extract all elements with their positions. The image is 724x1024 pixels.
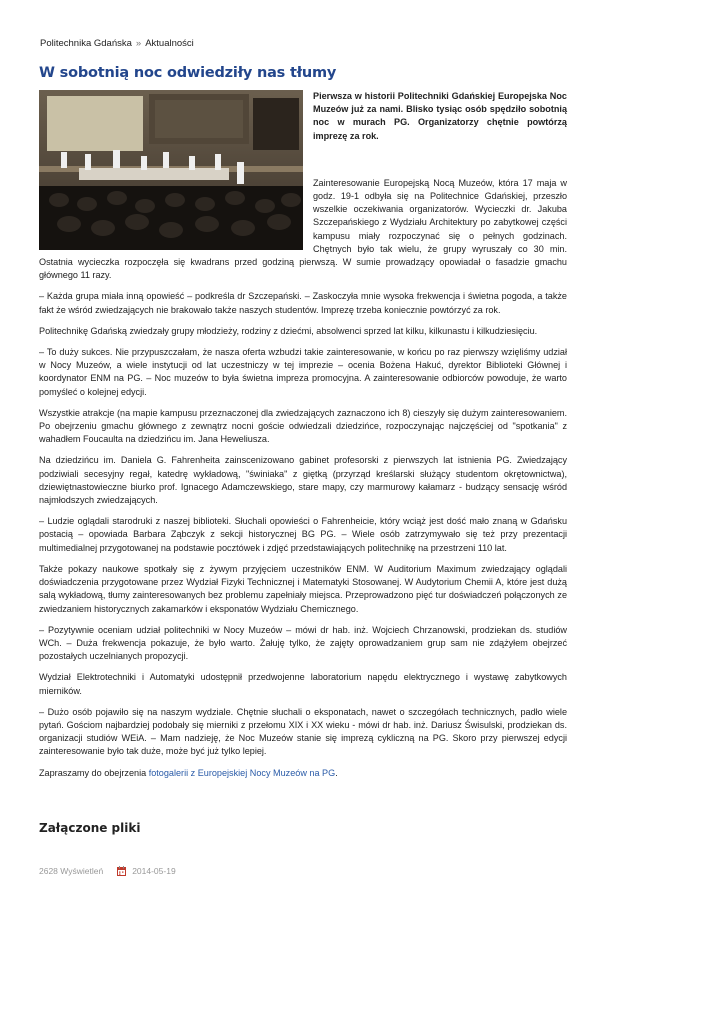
article-paragraph: Wszystkie atrakcje (na mapie kampusu przeznaczonej dla zwiedzających zaznaczono ich 8) cieszyły się dużym zainteresowaniem. Po obejrzeniu gmachu głównego z zewnątrz nocni goście odwiedzali dziedzińce, rozpoczynając najczęściej od "spotkania" z wahadłem Foucaulta na dziedzińcu im. Jana Heweliusza. — [39, 407, 567, 445]
article-paragraph: Zainteresowanie Europejską Nocą Muzeów, która 17 maja w godz. 19-1 odbyła się na Politechnice Gdańskiej, przeszło wszelkie oczekiwania organizatorów. Wycieczki dr. Jakuba Szczepańskiego z Wydziału Architektury po zabytkowej części kampusu miały rozpoczynać się o pełnych godzinach. Chętnych było tak wielu, że grupy wyruszały co 30 min. Ostatnia wycieczka rozpoczęła się kwadrans przed godziną pierwszą. W sumie prowadzący opowiadał o fasadzie gmachu głównego 11 razy. — [39, 177, 567, 281]
breadcrumb-separator: » — [135, 38, 142, 49]
article-paragraph: – Każda grupa miała inną opowieść – podkreśla dr Szczepański. – Zaskoczyła mnie wysoka frekwencja i świetna pogoda, a także fakt że wśród zwiedzających nie brakowało także naszych studentów. Imprezę trzeba koniecznie powtórzyć za rok. — [39, 291, 567, 315]
article-lead: Pierwsza w historii Politechniki Gdańskiej Europejska Noc Muzeów już za nami. Blisko tysiąc osób spędziło sobotnią noc w murach PG. Organizatorzy chętnie powtórzą imprezę za rok. — [313, 91, 567, 141]
article-paragraph: – Pozytywnie oceniam udział politechniki w Nocy Muzeów – mówi dr hab. inż. Wojciech Chrzanowski, prodziekan ds. studiów WCh. – Duża frekwencja pokazuje, że było warto. Żałuję tylko, że zajęty oprowadzaniem grup sam nie zdążyłem obejrzeć pozostałych uczelnianych propozycji. — [39, 624, 567, 662]
gallery-link[interactable]: fotogalerii z Europejskiej Nocy Muzeów na PG — [148, 767, 336, 778]
lecture-hall-photo-drawing — [39, 90, 303, 250]
breadcrumb-current-link[interactable]: Aktualności — [145, 38, 194, 49]
article-paragraph: Politechnikę Gdańską zwiedzały grupy młodzieży, rodziny z dziećmi, absolwenci sprzed lat kilku, kilkunastu i kilkudziesięciu. — [39, 325, 538, 336]
article-body — [39, 90, 567, 788]
breadcrumb-home-link[interactable]: Politechnika Gdańska — [40, 38, 132, 49]
article-closing — [39, 767, 567, 780]
article-title: W sobotnią noc odwiedziły nas tłumy — [39, 65, 337, 81]
calendar-icon — [117, 866, 126, 876]
article-paragraph: Także pokazy naukowe spotkały się z żywym przyjęciem uczestników ENM. W Auditorium Maximum zwiedzający oglądali doświadczenia przygotowane przez Wydział Fizyki Technicznej i Matematyki Stosowanej. W Audytorium Chemii A, które jest dużą salą wykładową, tłumy zainteresowanych bez problemu zapełniały miejsca. Przeprowadzono pięć tur doświadczeń połączonych ze zwiedzaniem historycznych zakamarków i eksponatów Wydziału Chemicznego. — [39, 563, 567, 614]
article-paragraph: – To duży sukces. Nie przypuszczałam, że nasza oferta wzbudzi takie zainteresowanie, w końcu po raz pierwszy wzięliśmy udział w Nocy Muzeów, a wiele instytucji od lat uczestniczy w tej imprezie – ocenia Bożena Hakuć, dyrektor Biblioteki Głównej i koordynator ENM na PG. – Noc muzeów to była świetna impreza promocyjna. A zainteresowanie odbiorców powoduje, że warto pomyśleć o kolejnej edycji. — [39, 347, 567, 397]
article-paragraph: Wydział Elektrotechniki i Automatyki udostępnił przedwojenne laboratorium napędu elektrycznego i wystawę zabytkowych mierników. — [39, 672, 567, 696]
lecture-hall-photo — [39, 90, 303, 250]
article-paragraph: – Dużo osób pojawiło się na naszym wydziale. Chętnie słuchali o eksponatach, nawet o szczegółach technicznych, padło wiele pytań. Gościom najbardziej podobały się mierniki z przełomu XIX i XX wieku - mówi dr hab. inż. Dariusz Świsulski, prodziekan ds. organizacji studiów WEiA. – Mam nadzieję, że Noc Muzeów stanie się imprezą cykliczną na PG. Skoro przy pierwszej edycji zainteresowanie było tak duże, może być już tylko lepiej. — [39, 706, 567, 757]
views-count: 2628 Wyświetleń — [39, 866, 104, 876]
article-meta — [39, 866, 176, 876]
article-paragraph: – Ludzie oglądali starodruki z naszej biblioteki. Słuchali opowieści o Fahrenheicie, który wciąż jest dość mało znaną w Gdańsku postacią – opowiada Barbara Ząbczyk z sekcji historycznej BG PG. – Wiele osób zatrzymywało się też przy prezentacji multimedialnej przygotowanej na podstawie pocztówek i zdjęć przedstawiających politechnikę na przestrzeni 110 lat. — [39, 516, 567, 553]
breadcrumb — [40, 38, 194, 49]
publish-date: 2014-05-19 — [132, 866, 176, 876]
article-paragraph: Na dziedzińcu im. Daniela G. Fahrenheita zainscenizowano gabinet profesorski z pierwszych lat istnienia PG. Zwiedzający podziwiali secesyjny regał, katedrę wykładową, "świniaka" z giętką (przyrząd kreślarski służący studentom okrętownictwa), dziewiętnastowieczne biurko prof. Ignacego Adamczewskiego, stare mapy, czy marmurowy kałamarz - budzący sensację wśród najmłodszych zwiedzających. — [39, 455, 567, 506]
attachments-heading: Załączone pliki — [39, 821, 141, 835]
closing-suffix: . — [335, 767, 338, 778]
closing-text: Zapraszamy do obejrzenia — [39, 767, 149, 778]
